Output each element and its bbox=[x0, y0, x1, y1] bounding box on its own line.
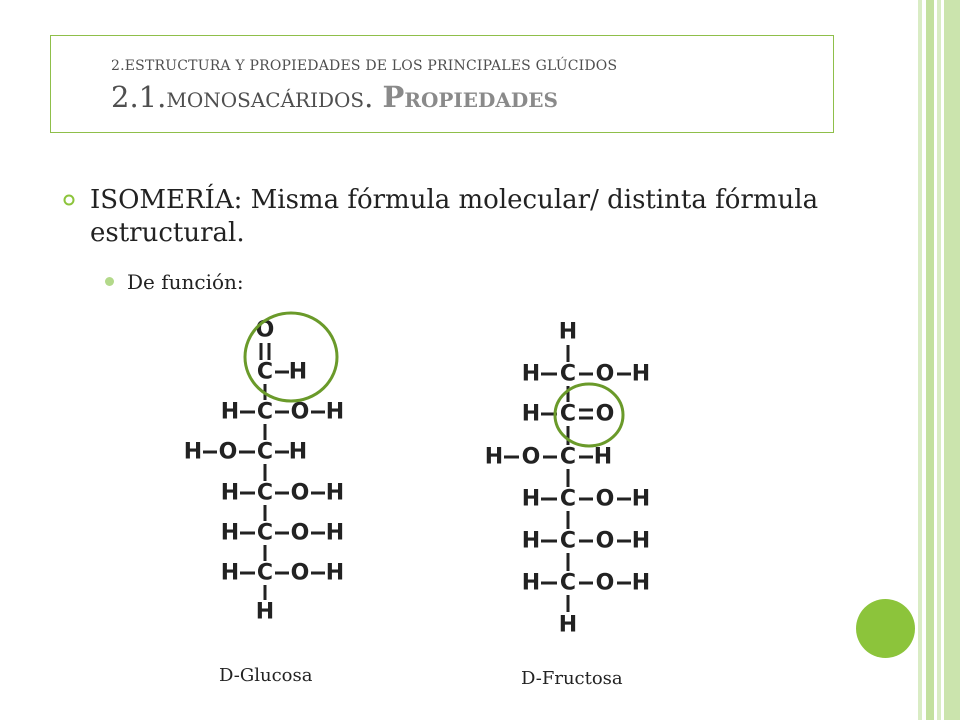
glucose-atom: C bbox=[256, 480, 274, 506]
fructose-atom: H bbox=[521, 361, 541, 387]
glucose-structure bbox=[175, 310, 395, 630]
fructose-atom: H bbox=[631, 528, 651, 554]
sub-bullet-icon bbox=[105, 277, 114, 286]
fructose-atom: C bbox=[559, 528, 577, 554]
fructose-atom: O bbox=[595, 486, 615, 512]
fructose-atom: H bbox=[521, 528, 541, 554]
decor-stripe-2 bbox=[926, 0, 934, 720]
glucose-atom: C bbox=[256, 560, 274, 586]
title-accent: Propiedades bbox=[382, 80, 558, 114]
fructose-atom: C bbox=[559, 401, 577, 427]
fructose-atom: H bbox=[631, 486, 651, 512]
glucose-atom: H bbox=[325, 480, 345, 506]
fructose-atom: H bbox=[593, 444, 613, 470]
fructose-atom: O bbox=[595, 528, 615, 554]
glucose-atom: O bbox=[290, 560, 310, 586]
fructose-atom: H bbox=[558, 612, 578, 638]
decor-stripe-4 bbox=[944, 0, 960, 720]
decor-green-circle bbox=[856, 599, 915, 658]
title-main: monosacáridos. bbox=[166, 80, 374, 114]
bullet-de-funcion: De función: bbox=[127, 270, 244, 294]
fructose-atom: O bbox=[521, 444, 541, 470]
glucose-atom: H bbox=[288, 439, 308, 465]
fructose-atom: C bbox=[559, 570, 577, 596]
slide-title bbox=[111, 80, 558, 114]
fructose-atom: H bbox=[484, 444, 504, 470]
fructose-atom: H bbox=[521, 486, 541, 512]
fructose-atom: H bbox=[521, 570, 541, 596]
title-prefix: 2.1. bbox=[111, 80, 167, 114]
fructose-atom: H bbox=[631, 361, 651, 387]
glucose-atom: H bbox=[255, 599, 275, 625]
fructose-label: D-Fructosa bbox=[521, 668, 623, 689]
glucose-atom: H bbox=[220, 399, 240, 425]
glucose-atom: C bbox=[256, 520, 274, 546]
decor-stripe-3 bbox=[937, 0, 941, 720]
fructose-atom: H bbox=[521, 401, 541, 427]
glucose-atom: O bbox=[290, 520, 310, 546]
bullet-icon bbox=[63, 194, 75, 206]
glucose-atom: H bbox=[220, 520, 240, 546]
fructose-atom: O bbox=[595, 401, 615, 427]
glucose-atom: C bbox=[256, 399, 274, 425]
glucose-atom: H bbox=[325, 560, 345, 586]
fructose-atom: C bbox=[559, 361, 577, 387]
glucose-atom: H bbox=[288, 359, 308, 385]
fructose-structure bbox=[480, 315, 670, 645]
glucose-atom: C bbox=[256, 359, 274, 385]
glucose-atom: H bbox=[183, 439, 203, 465]
glucose-atom: H bbox=[220, 560, 240, 586]
fructose-atom: O bbox=[595, 361, 615, 387]
decor-stripe-1 bbox=[918, 0, 922, 720]
glucose-atom: C bbox=[256, 439, 274, 465]
glucose-atom: O bbox=[290, 399, 310, 425]
fructose-atom: C bbox=[559, 486, 577, 512]
fructose-atom: H bbox=[558, 319, 578, 345]
glucose-atom: H bbox=[325, 520, 345, 546]
glucose-atom: H bbox=[220, 480, 240, 506]
fructose-atom: H bbox=[631, 570, 651, 596]
fructose-atom: O bbox=[595, 570, 615, 596]
title-box bbox=[50, 35, 834, 133]
glucose-aldehyde-highlight bbox=[245, 313, 337, 401]
glucose-atom: H bbox=[325, 399, 345, 425]
glucose-label: D-Glucosa bbox=[219, 665, 313, 686]
glucose-atom: O bbox=[218, 439, 238, 465]
glucose-atom: O bbox=[290, 480, 310, 506]
slide-subtitle: 2.ESTRUCTURA Y PROPIEDADES DE LOS PRINCIPALES GLÚCIDOS bbox=[111, 58, 618, 74]
glucose-atom: O bbox=[255, 317, 275, 343]
fructose-atom: C bbox=[559, 444, 577, 470]
bullet-isomeria: ISOMERÍA: Misma fórmula molecular/ distinta fórmula estructural. bbox=[90, 185, 819, 248]
